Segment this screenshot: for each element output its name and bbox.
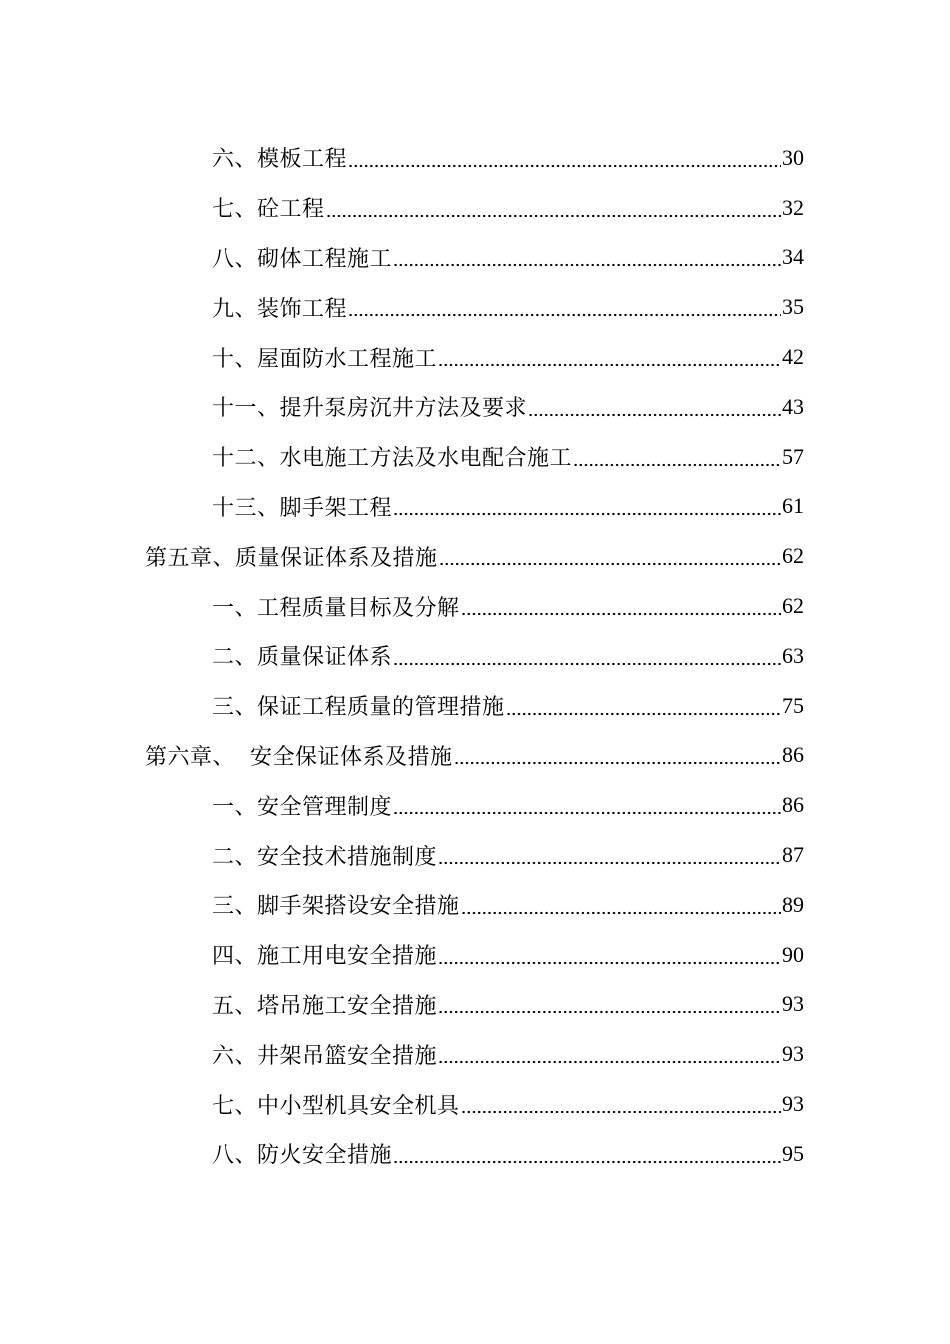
toc-entry[interactable]	[0, 1029, 950, 1079]
toc-entry-title: 十三、脚手架工程	[212, 495, 393, 521]
toc-dot-leader	[438, 993, 781, 1015]
toc-entry[interactable]	[0, 332, 950, 382]
toc-entry-page: 93	[782, 991, 804, 1017]
toc-entry[interactable]	[0, 432, 950, 482]
toc-entry-title: 一、安全管理制度	[212, 794, 393, 820]
toc-entry-page: 86	[782, 792, 804, 818]
toc-entry-title: 五、塔吊施工安全措施	[212, 993, 438, 1019]
toc-entry-title: 四、施工用电安全措施	[212, 944, 438, 970]
toc-dot-leader	[393, 495, 781, 517]
toc-entry-page: 86	[782, 742, 804, 768]
toc-entry-page: 95	[782, 1140, 804, 1166]
toc-entry-page: 87	[782, 842, 804, 868]
toc-entry-title: 二、安全技术措施制度	[212, 844, 438, 870]
toc-entry[interactable]	[0, 980, 950, 1030]
toc-dot-leader	[438, 346, 781, 368]
toc-entry[interactable]	[0, 482, 950, 532]
toc-entry[interactable]	[0, 1129, 950, 1179]
toc-entry-page: 43	[782, 393, 804, 419]
toc-entry[interactable]	[0, 183, 950, 233]
toc-dot-leader	[393, 246, 781, 268]
toc-dot-leader	[438, 944, 781, 966]
toc-entry-page: 90	[782, 941, 804, 967]
toc-entry-page: 62	[782, 543, 804, 569]
toc-entry-page: 42	[782, 344, 804, 370]
toc-entry-title: 七、砼工程	[212, 197, 325, 223]
toc-entry-title: 六、模板工程	[212, 147, 348, 173]
toc-entry-page: 93	[782, 1041, 804, 1067]
table-of-contents	[0, 133, 950, 1179]
toc-dot-leader	[506, 695, 781, 717]
toc-entry-title: 七、中小型机具安全机具	[212, 1093, 460, 1119]
toc-entry-title: 八、防火安全措施	[212, 1143, 393, 1169]
toc-entry-page: 63	[782, 642, 804, 668]
toc-entry-page: 32	[782, 194, 804, 220]
toc-entry-title: 第六章、 安全保证体系及措施	[145, 744, 453, 770]
toc-entry[interactable]	[0, 282, 950, 332]
toc-entry[interactable]	[0, 930, 950, 980]
toc-dot-leader	[348, 296, 781, 318]
toc-entry[interactable]	[0, 681, 950, 731]
toc-entry-page: 89	[782, 891, 804, 917]
toc-entry-page: 93	[782, 1091, 804, 1117]
toc-entry[interactable]	[0, 133, 950, 183]
toc-entry[interactable]	[0, 780, 950, 830]
toc-entry-title: 六、井架吊篮安全措施	[212, 1043, 438, 1069]
toc-entry[interactable]	[0, 880, 950, 930]
toc-entry-title: 九、装饰工程	[212, 296, 348, 322]
toc-entry[interactable]	[0, 382, 950, 432]
toc-entry-title: 十二、水电施工方法及水电配合施工	[212, 446, 573, 472]
toc-dot-leader	[393, 1143, 781, 1165]
toc-entry[interactable]	[0, 631, 950, 681]
toc-entry-title: 二、质量保证体系	[212, 645, 393, 671]
toc-entry-page: 57	[782, 443, 804, 469]
toc-dot-leader	[393, 794, 781, 816]
toc-entry[interactable]	[0, 830, 950, 880]
toc-dot-leader	[461, 1093, 781, 1115]
toc-dot-leader	[461, 595, 781, 617]
toc-entry-title: 三、保证工程质量的管理措施	[212, 695, 505, 721]
toc-entry-title: 十一、提升泵房沉井方法及要求	[212, 396, 528, 422]
toc-entry-page: 30	[782, 144, 804, 170]
toc-dot-leader	[393, 645, 781, 667]
toc-dot-leader	[439, 545, 781, 567]
toc-entry-page: 62	[782, 593, 804, 619]
toc-entry-title: 八、砌体工程施工	[212, 246, 393, 272]
toc-entry-page: 34	[782, 244, 804, 270]
toc-dot-leader	[438, 844, 781, 866]
toc-entry[interactable]	[0, 233, 950, 283]
toc-dot-leader	[461, 894, 781, 916]
toc-dot-leader	[326, 197, 781, 219]
toc-entry-title: 十、屋面防水工程施工	[212, 346, 438, 372]
toc-entry-title: 一、工程质量目标及分解	[212, 595, 460, 621]
toc-entry-page: 35	[782, 294, 804, 320]
toc-entry[interactable]	[0, 581, 950, 631]
toc-dot-leader	[454, 744, 782, 766]
toc-chapter-entry[interactable]	[0, 731, 950, 781]
toc-dot-leader	[573, 446, 781, 468]
toc-dot-leader	[528, 396, 781, 418]
toc-entry-title: 三、脚手架搭设安全措施	[212, 894, 460, 920]
toc-dot-leader	[348, 147, 781, 169]
toc-dot-leader	[438, 1043, 781, 1065]
toc-entry-page: 61	[782, 493, 804, 519]
toc-entry-page: 75	[782, 692, 804, 718]
toc-entry-title: 第五章、质量保证体系及措施	[145, 545, 438, 571]
toc-entry[interactable]	[0, 1079, 950, 1129]
toc-chapter-entry[interactable]	[0, 531, 950, 581]
